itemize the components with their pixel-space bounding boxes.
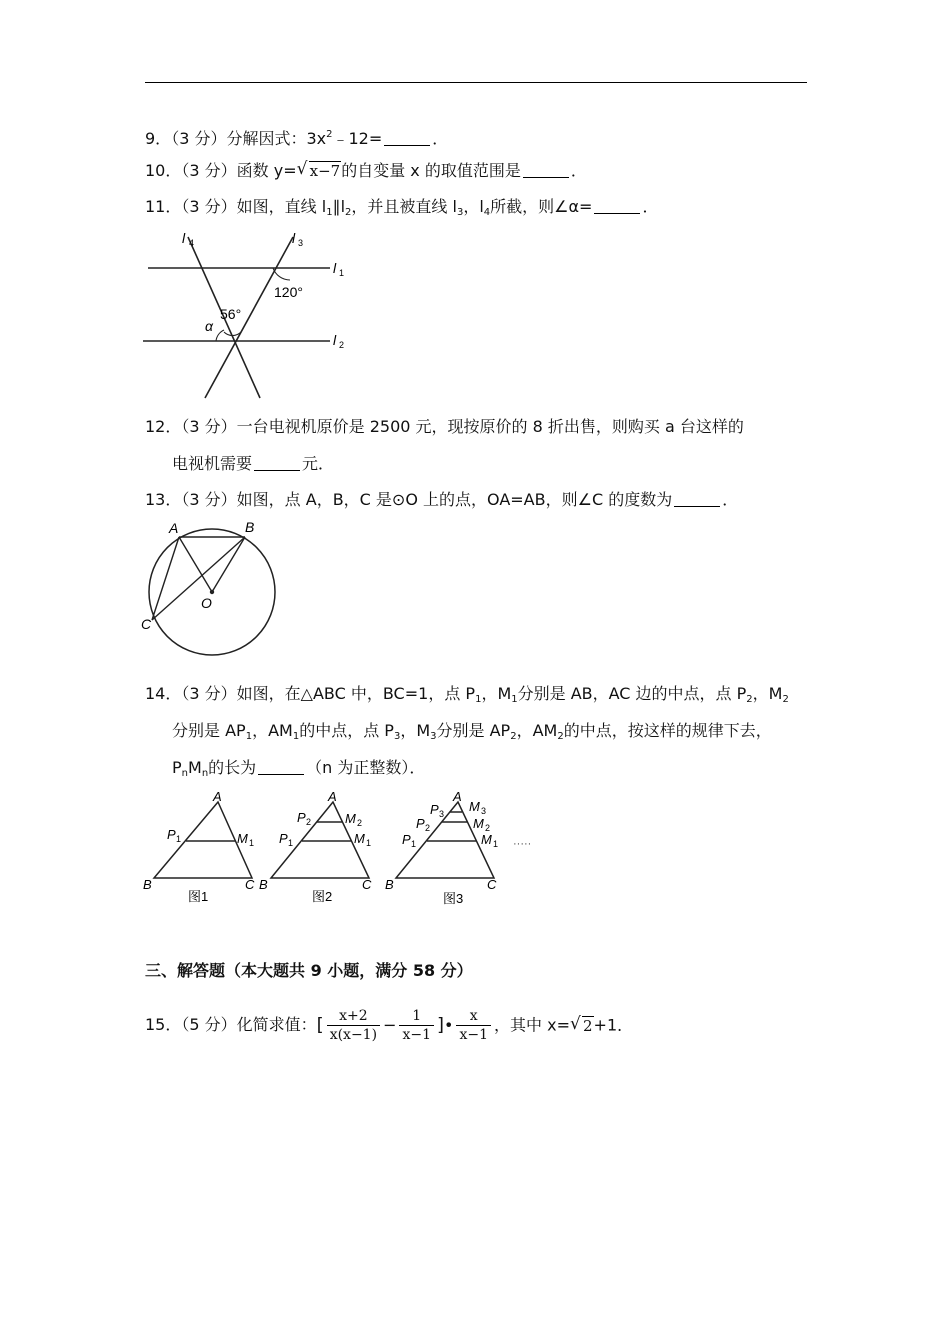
svg-text:M: M [473, 816, 484, 831]
svg-text:M: M [345, 811, 356, 826]
angle-arc-56 [224, 332, 241, 336]
question-text: 所截，则∠α= [490, 197, 593, 216]
question-number: 12． [145, 417, 182, 436]
svg-text:1: 1 [176, 834, 182, 844]
point-label-a: A [169, 520, 179, 536]
question-14-line-2 [172, 720, 772, 748]
question-text: M [188, 758, 202, 777]
angle-label-56: 56° [220, 306, 242, 322]
subscript: 4 [483, 207, 491, 218]
angle-arc-alpha [216, 330, 224, 341]
answer-blank[interactable] [674, 492, 720, 507]
segment-bo [212, 537, 245, 592]
question-text: ，M [752, 684, 783, 703]
question-text: 化简求值： [236, 1015, 317, 1034]
question-14 [145, 683, 789, 711]
svg-text:2: 2 [425, 823, 431, 833]
svg-text:A: A [213, 789, 222, 804]
subscript: 2 [782, 694, 789, 705]
dot-operator: • [444, 1015, 454, 1035]
question-text: ，M [400, 721, 431, 740]
point-label-b: B [245, 519, 255, 535]
numerator: x+2 [327, 1007, 380, 1026]
figure-2-caption: 图2 [312, 889, 333, 904]
svg-text:A: A [328, 789, 337, 804]
numerator: 1 [399, 1007, 434, 1026]
question-end: 元． [302, 454, 335, 473]
question-12-continued [172, 453, 334, 475]
question-score: （3 分） [181, 417, 237, 436]
svg-text:1: 1 [288, 838, 294, 848]
question-text: 分别是 AB，AC 边的中点，点 P [517, 684, 747, 703]
denominator: x(x−1) [329, 1027, 378, 1043]
svg-text:C: C [487, 877, 497, 892]
subscript: 2 [557, 731, 564, 742]
radicand: x−7 [309, 162, 341, 180]
numerator: x [456, 1007, 491, 1026]
left-bracket: [ [316, 1014, 324, 1036]
question-text: 分别是 AP [436, 721, 511, 740]
question-14-line-3 [172, 757, 425, 785]
figure-2 [259, 789, 372, 904]
question-text: 的中点，点 P [299, 721, 394, 740]
question-text: ，AM [516, 721, 558, 740]
svg-text:B: B [259, 877, 268, 892]
answer-blank[interactable] [384, 131, 430, 146]
svg-text:2: 2 [357, 818, 363, 828]
question-end: ． [722, 490, 739, 509]
question-number: 9． [145, 129, 172, 148]
svg-text:2: 2 [306, 817, 312, 827]
label-l1: l [333, 260, 337, 276]
ellipsis: ····· [513, 838, 532, 850]
angle-label-alpha: α [205, 318, 213, 334]
question-score: （5 分） [181, 1015, 237, 1034]
question-text: ﹣12= [332, 129, 383, 148]
label-l3-sub: 3 [298, 238, 304, 248]
question-end: ． [642, 197, 659, 216]
figure-1 [143, 789, 255, 904]
question-score: （3 分） [181, 490, 237, 509]
question-text: 如图，在△ABC 中，BC=1，点 P [236, 684, 476, 703]
question-end: ． [570, 161, 587, 180]
denominator: x−1 [402, 1027, 432, 1043]
square-root [570, 1008, 594, 1044]
question-text: 的长为 [208, 758, 257, 777]
subscript: 1 [511, 694, 518, 705]
svg-text:M: M [237, 831, 248, 846]
center-point [210, 590, 214, 594]
subscript: 3 [393, 731, 401, 742]
minus-sign: − [383, 1015, 397, 1035]
question-text: ，其中 x= [494, 1015, 570, 1035]
figure-3-caption: 图3 [443, 891, 464, 906]
svg-text:C: C [362, 877, 372, 892]
question-number: 10． [145, 161, 182, 180]
question-score: （3 分） [181, 161, 237, 180]
triangle-figures [140, 788, 550, 910]
subscript: 3 [430, 731, 437, 742]
question-text: 一台电视机原价是 2500 元，现按原价的 8 折出售，则购买 a 台这样的 [236, 417, 744, 436]
question-text: 分解因式：3x [226, 129, 327, 148]
svg-text:B: B [385, 877, 394, 892]
answer-blank[interactable] [594, 199, 640, 214]
question-10 [145, 160, 587, 182]
svg-text:3: 3 [481, 806, 487, 816]
svg-text:B: B [143, 877, 152, 892]
svg-text:A: A [453, 789, 462, 804]
question-13 [145, 489, 738, 511]
subscript: 2 [345, 207, 352, 218]
question-text: ，l [463, 197, 484, 216]
svg-text:C: C [245, 877, 255, 892]
subscript: 1 [326, 207, 333, 218]
question-text: ，并且被直线 l [351, 197, 457, 216]
point-label-o: O [201, 595, 212, 611]
question-text: 电视机需要 [172, 454, 253, 473]
subscript: 2 [510, 731, 517, 742]
svg-text:M: M [469, 799, 480, 814]
svg-text:1: 1 [411, 839, 417, 849]
question-15 [145, 1007, 633, 1044]
question-score: （3 分） [181, 684, 237, 703]
svg-text:P: P [279, 831, 288, 846]
circle-figure [135, 515, 285, 665]
question-text: ∥l [332, 197, 346, 216]
square-root [297, 160, 342, 182]
svg-text:1: 1 [249, 838, 255, 848]
question-text: 的中点，按这样的规律下去， [563, 721, 772, 740]
fraction-2 [399, 1007, 434, 1044]
question-number: 13． [145, 490, 182, 509]
fraction-1 [327, 1007, 380, 1044]
svg-text:1: 1 [493, 839, 499, 849]
svg-text:P: P [297, 810, 306, 825]
label-l4: l [182, 230, 186, 246]
question-text: 分别是 AP [172, 721, 246, 740]
question-12 [145, 416, 744, 438]
question-text: ，AM [252, 721, 293, 740]
point-label-c: C [141, 616, 152, 632]
svg-text:P: P [430, 802, 439, 817]
segment-ao [179, 537, 212, 592]
label-l4-sub: 4 [189, 238, 195, 248]
question-score: （3 分） [171, 129, 227, 148]
superscript: 2 [326, 129, 333, 140]
figure-1-caption: 图1 [188, 889, 209, 904]
svg-text:1: 1 [366, 838, 372, 848]
subscript: 1 [475, 694, 482, 705]
parallel-lines-figure [140, 225, 360, 405]
radicand: 2 [583, 1016, 593, 1035]
question-text: 函数 y= [236, 161, 297, 180]
question-9 [145, 124, 448, 150]
label-l2-sub: 2 [339, 340, 345, 350]
question-end: ． [432, 129, 449, 148]
question-text: （n 为正整数）． [306, 758, 426, 777]
svg-text:2: 2 [485, 823, 491, 833]
question-number: 15． [145, 1015, 182, 1034]
svg-text:M: M [354, 831, 365, 846]
question-text: 如图，直线 l [236, 197, 327, 216]
svg-text:M: M [481, 832, 492, 847]
question-text: +1． [593, 1015, 634, 1035]
svg-text:P: P [416, 816, 425, 831]
svg-text:P: P [167, 827, 176, 842]
radical-sign: √ [570, 1013, 581, 1034]
question-text: P [172, 758, 182, 777]
radical-sign: √ [296, 159, 308, 179]
answer-blank[interactable] [523, 163, 569, 178]
label-l3: l [292, 230, 296, 246]
svg-text:3: 3 [439, 809, 445, 819]
question-text: 如图，点 A，B，C 是⊙O 上的点，OA=AB，则∠C 的度数为 [236, 490, 673, 509]
subscript: 2 [746, 694, 753, 705]
fraction-3 [456, 1007, 491, 1044]
question-number: 11． [145, 197, 182, 216]
label-l1-sub: 1 [339, 268, 345, 278]
angle-label-120: 120° [274, 284, 303, 300]
answer-blank[interactable] [258, 760, 304, 775]
question-11 [145, 196, 658, 224]
question-text: ，M [481, 684, 512, 703]
subscript: n [201, 768, 209, 779]
header-rule [145, 82, 807, 83]
subscript: 1 [292, 731, 300, 742]
answer-blank[interactable] [254, 456, 300, 471]
question-number: 14． [145, 684, 182, 703]
subscript: 3 [456, 207, 464, 218]
label-l2: l [333, 332, 337, 348]
subscript: n [181, 768, 188, 779]
question-score: （3 分） [181, 197, 237, 216]
question-text: 的自变量 x 的取值范围是 [341, 161, 521, 180]
right-bracket: ] [437, 1014, 445, 1036]
section-heading: 三、解答题（本大题共 9 小题，满分 58 分） [145, 961, 473, 980]
svg-text:P: P [402, 832, 411, 847]
subscript: 1 [245, 731, 253, 742]
figure-3 [385, 789, 498, 906]
denominator: x−1 [459, 1027, 489, 1043]
